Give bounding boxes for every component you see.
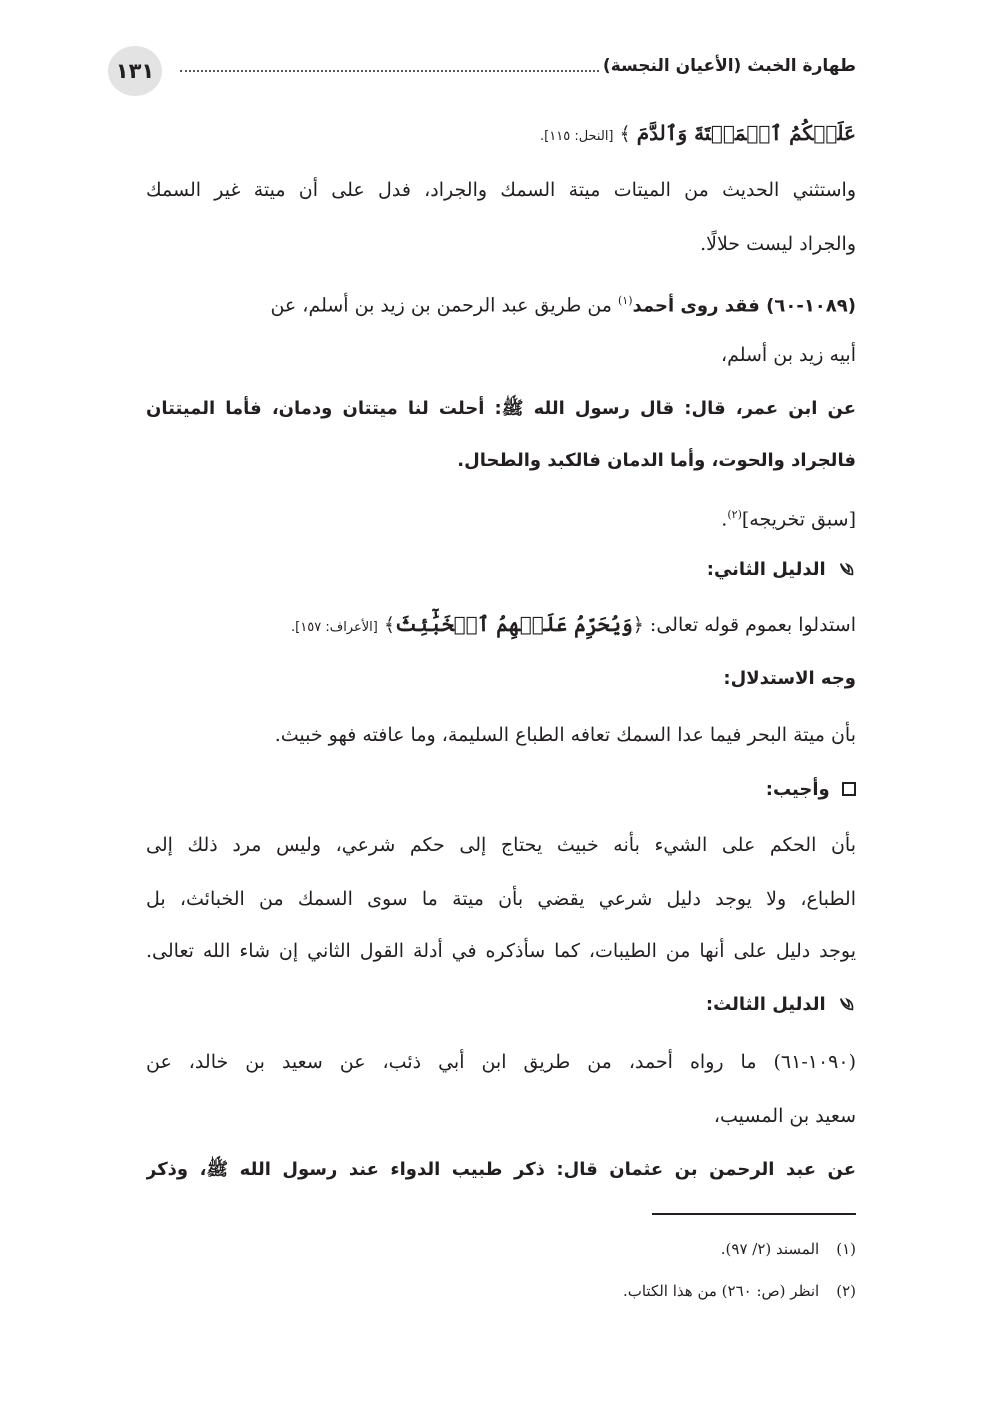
- footnote: [146, 1280, 856, 1302]
- section-heading: وجه الاستدلال:: [723, 668, 856, 689]
- footnote-number: (١): [836, 1240, 856, 1258]
- hadith-intro-line: (١٠٩٠-٦١) ما رواه أحمد، من طريق ابن أبي ذئب، عن سعيد بن خالد، عن: [146, 1051, 856, 1073]
- leaf-icon: [838, 560, 856, 578]
- verse-reference: [الأعراف: ١٥٧].: [291, 620, 378, 635]
- takhrij-end: .: [721, 508, 728, 531]
- quran-bracket-icon: ﴾: [613, 123, 631, 145]
- quran-text: عَلَيۡكُمُ ٱلۡمَيۡتَةَ وَٱلدَّمَ: [636, 121, 856, 145]
- answer-heading: [146, 775, 856, 805]
- paragraph-line: واستثني الحديث من الميتات ميتة السمك والجراد، فدل على أن ميتة غير السمك: [146, 179, 856, 201]
- heading-text: وأجيب:: [765, 779, 830, 800]
- takhrij-text: [سبق تخريجه]: [741, 508, 856, 531]
- quran-verse-line: [146, 118, 856, 152]
- checkbox-icon: [842, 782, 856, 796]
- chain-text: من طريق عبد الرحمن بن زيد بن أسلم، عن: [270, 294, 618, 317]
- leaf-icon: [838, 995, 856, 1013]
- evidence-line: [146, 609, 856, 643]
- footnote-ref: (١): [618, 294, 633, 307]
- quran-text: وَيُحَرِّمُ عَلَيۡهِمُ ٱلۡخَبَٰٓئِثَ: [395, 612, 633, 636]
- footnote-separator: [652, 1213, 856, 1215]
- footnote-text: المسند (٢/ ٩٧).: [720, 1240, 820, 1258]
- footnote: [146, 1238, 856, 1260]
- hadith-intro-line: [146, 286, 856, 321]
- running-title-text: طهارة الخبث (الأعيان النجسة): [602, 56, 856, 76]
- paragraph-line: سعيد بن المسيب،: [713, 1105, 856, 1127]
- footnote-text: انظر (ص: ٢٦٠) من هذا الكتاب.: [622, 1282, 820, 1300]
- evidence-intro: استدلوا بعموم قوله تعالى: ﴿: [632, 614, 856, 636]
- section-heading: [146, 555, 856, 585]
- paragraph-line: أبيه زيد بن أسلم،: [720, 344, 856, 366]
- page-number: ١٣١: [108, 46, 162, 96]
- hadith-text-line: عن ابن عمر، قال: قال رسول الله ﷺ: أحلت لنا ميتتان ودمان، فأما الميتتان: [146, 398, 856, 419]
- heading-text: الدليل الثاني:: [706, 559, 826, 580]
- paragraph-line: والجراد ليست حلالًا.: [700, 233, 856, 255]
- quran-close: ﴾: [377, 614, 396, 636]
- hadith-number: (١٠٨٩-٦٠) فقد روى أحمد: [632, 295, 856, 317]
- section-heading: [146, 990, 856, 1020]
- heading-text: الدليل الثالث:: [705, 994, 826, 1015]
- hadith-text-line: فالجراد والحوت، وأما الدمان فالكبد والطحال.: [457, 450, 856, 471]
- paragraph-line: بأن ميتة البحر فيما عدا السمك تعافه الطباع السليمة، وما عافته فهو خبيث.: [274, 724, 856, 746]
- footnote-number: (٢): [836, 1282, 856, 1300]
- paragraph-line: يوجد دليل على أنها من الطيبات، كما سأذكره في أدلة القول الثاني إن شاء الله تعالى.: [146, 940, 856, 962]
- hadith-text-line: عن عبد الرحمن بن عثمان قال: ذكر طبيب الدواء عند رسول الله ﷺ، وذكر: [146, 1159, 856, 1180]
- verse-reference: [النحل: ١١٥].: [540, 129, 614, 144]
- paragraph-line: بأن الحكم على الشيء بأنه خبيث يحتاج إلى حكم شرعي، وليس مرد ذلك إلى: [146, 834, 856, 856]
- paragraph-line: الطباع، ولا يوجد دليل شرعي يقضي بأن ميتة ما سوى السمك من الخبائث، بل: [146, 888, 856, 910]
- takhrij-line: [146, 500, 856, 534]
- header-dots: [180, 70, 599, 72]
- page-header: [108, 46, 860, 102]
- running-title: [180, 56, 860, 76]
- footnote-ref: (٢): [727, 508, 742, 521]
